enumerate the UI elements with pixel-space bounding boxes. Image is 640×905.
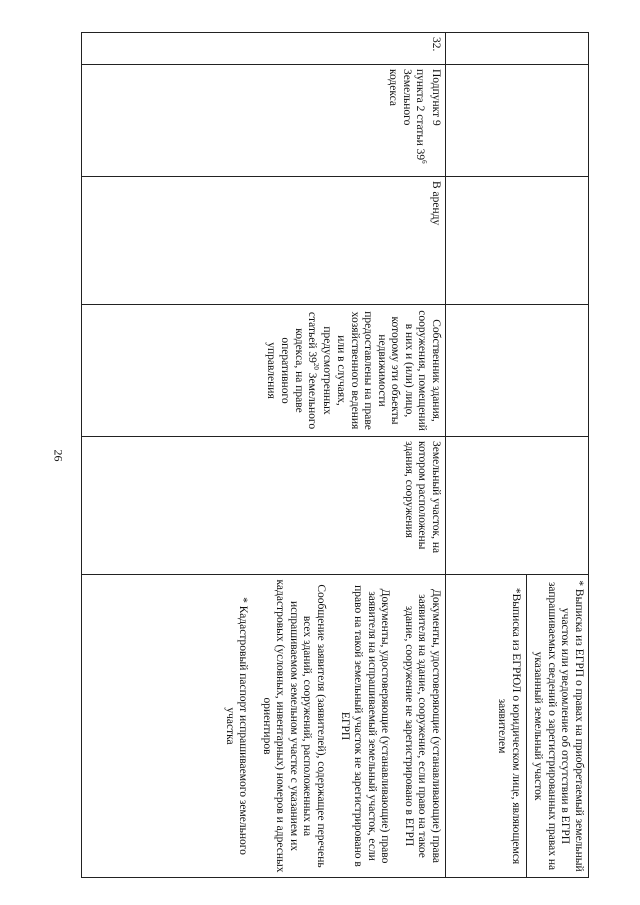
- applicant-text: Собственник здания, сооружения, помещений в них и (или) лицо, которому эти объекты недвижимости предоставлены на праве хозяйственного ведения или в случаях, предусмотренных статьей 39: [306, 310, 442, 431]
- doc-item: Документы, удостоверяющие (устанавливающие) права заявителя на здание, сооружение, если право на такое здание, сооружение не зарегистрировано в ЕГРП: [402, 589, 442, 863]
- table-row: [82, 33, 446, 878]
- row-applicant: [82, 305, 446, 437]
- continuation-cell-num: [446, 33, 589, 65]
- row-docs: [82, 575, 446, 878]
- documents-table: [81, 32, 589, 878]
- basis-sup: 6: [420, 160, 429, 164]
- basis-line: Подпункт 9: [430, 69, 442, 126]
- basis-line: Земельного: [401, 69, 414, 126]
- row-basis: [82, 65, 446, 177]
- basis-line: [413, 69, 428, 172]
- basis-line-text: пункта 2 статьи 39: [414, 69, 427, 161]
- applicant-sup: 20: [311, 362, 320, 370]
- row-land: Земельный участок, на котором расположены здания, сооружения: [82, 437, 446, 575]
- continuation-doc-egrul: *Выписка из ЕГРЮЛ о юридическом лице, являющемся заявителем: [496, 587, 522, 865]
- table-container: [81, 32, 589, 877]
- continuation-cell-applicant: [446, 305, 589, 437]
- continuation-cell-land: [446, 437, 589, 575]
- doc-item: * Кадастровый паспорт испрашиваемого земельного участка: [223, 597, 250, 855]
- rotated-page: [81, 32, 589, 877]
- doc-item: Документы, удостоверяющие (устанавливающие) право заявителя на испрашиваемый земельный участок, если право на такой земельный участок не зарегистрировано в ЕГРП: [338, 585, 392, 867]
- doc-item: Сообщение заявителя (заявителей), содержащее перечень всех зданий, сооружений, расположенных на испрашиваемом земельном участке с указанием их кадастровых (условных, инвентарных) номеров и адресных ориентиров: [260, 579, 328, 873]
- cell-divider: [526, 575, 527, 877]
- continuation-row: [446, 33, 589, 878]
- continuation-cell-type: [446, 177, 589, 305]
- row-number: 32.: [82, 33, 446, 65]
- basis-line: кодекса: [387, 69, 400, 107]
- continuation-cell-basis: [446, 65, 589, 177]
- continuation-cell-docs: [446, 575, 589, 878]
- page-number: 26: [51, 449, 66, 462]
- applicant-text-after: Земельного кодекса, на праве оперативного управления: [265, 328, 319, 430]
- row-type: В аренду: [82, 177, 446, 305]
- continuation-doc-egrp: * Выписка из ЕГРП о правах на приобретаемый земельный участок или уведомление об отсутствии в ЕГРП запрашиваемых сведений о зарегистрированных правах на указанный земельный участок: [532, 580, 585, 872]
